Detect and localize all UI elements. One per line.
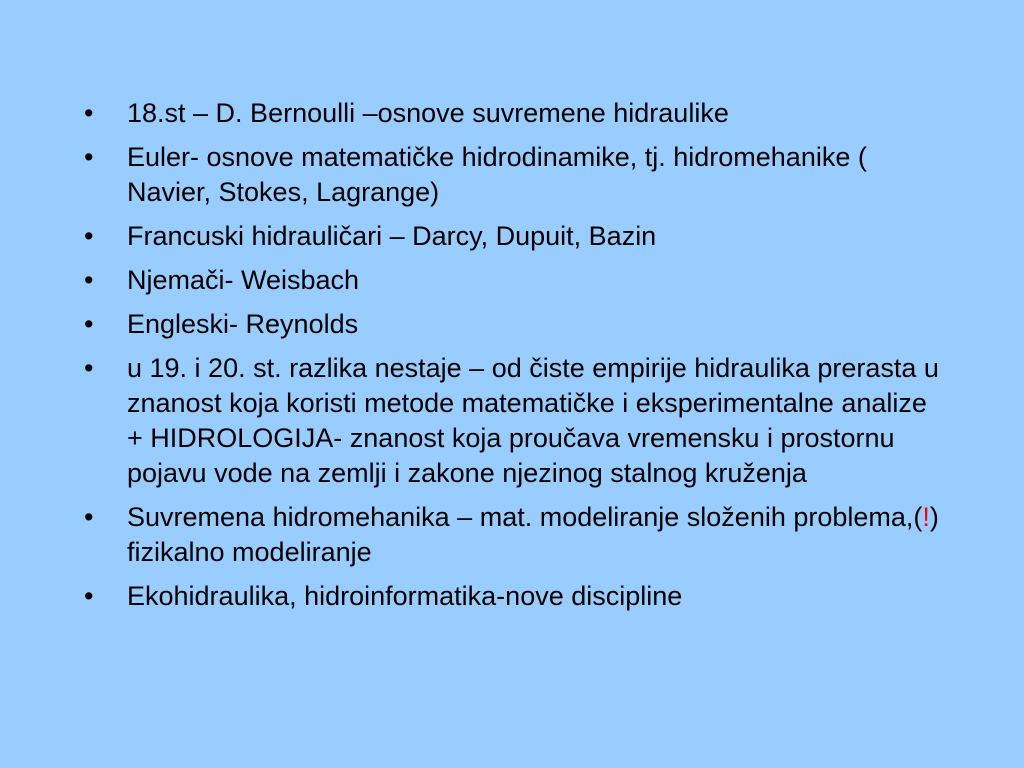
bullet-dot-icon: • <box>84 142 94 172</box>
bullet-text: 18.st – D. Bernoulli –osnove suvremene hidraulike <box>127 98 729 128</box>
bullet-dot-icon: • <box>84 502 94 532</box>
bullet-text-before: Suvremena hidromehanika – mat. modeliranje složenih problema,( <box>127 502 923 532</box>
bullet-item-french <box>84 219 944 254</box>
exclamation-mark: ! <box>922 502 930 532</box>
bullet-item-modern-hydromechanics <box>84 500 944 570</box>
bullet-text: Njemači- Weisbach <box>127 265 360 295</box>
bullet-dot-icon: • <box>84 265 94 295</box>
bullet-text: Francuski hidrauličari – Darcy, Dupuit, Bazin <box>127 221 657 251</box>
bullet-list <box>84 96 944 623</box>
bullet-dot-icon: • <box>84 581 94 611</box>
bullet-item-english <box>84 307 944 342</box>
bullet-text: Ekohidraulika, hidroinformatika-nove discipline <box>127 581 683 611</box>
bullet-dot-icon: • <box>84 309 94 339</box>
bullet-item-ecohydraulics <box>84 579 944 614</box>
bullet-dot-icon: • <box>84 353 94 383</box>
bullet-item-19-20-century <box>84 351 944 491</box>
bullet-item-german <box>84 263 944 298</box>
bullet-text: Euler- osnove matematičke hidrodinamike, tj. hidromehanike ( Navier, Stokes, Lagrange) <box>127 142 867 207</box>
bullet-dot-icon: • <box>84 98 94 128</box>
bullet-text <box>127 502 939 567</box>
bullet-text-after: ) fizikalno modeliranje <box>127 502 939 567</box>
bullet-item-bernoulli <box>84 96 944 131</box>
bullet-text: Engleski- Reynolds <box>127 309 359 339</box>
bullet-item-euler <box>84 140 944 210</box>
bullet-text: u 19. i 20. st. razlika nestaje – od čiste empirije hidraulika prerasta u znanost koja koristi metode matematičke i eksperimentalne analize + HIDROLOGIJA- znanost koja proučava vremensku i prostornu pojavu vode na zemlji i zakone njezinog stalnog kruženja <box>127 353 939 488</box>
bullet-dot-icon: • <box>84 221 94 251</box>
